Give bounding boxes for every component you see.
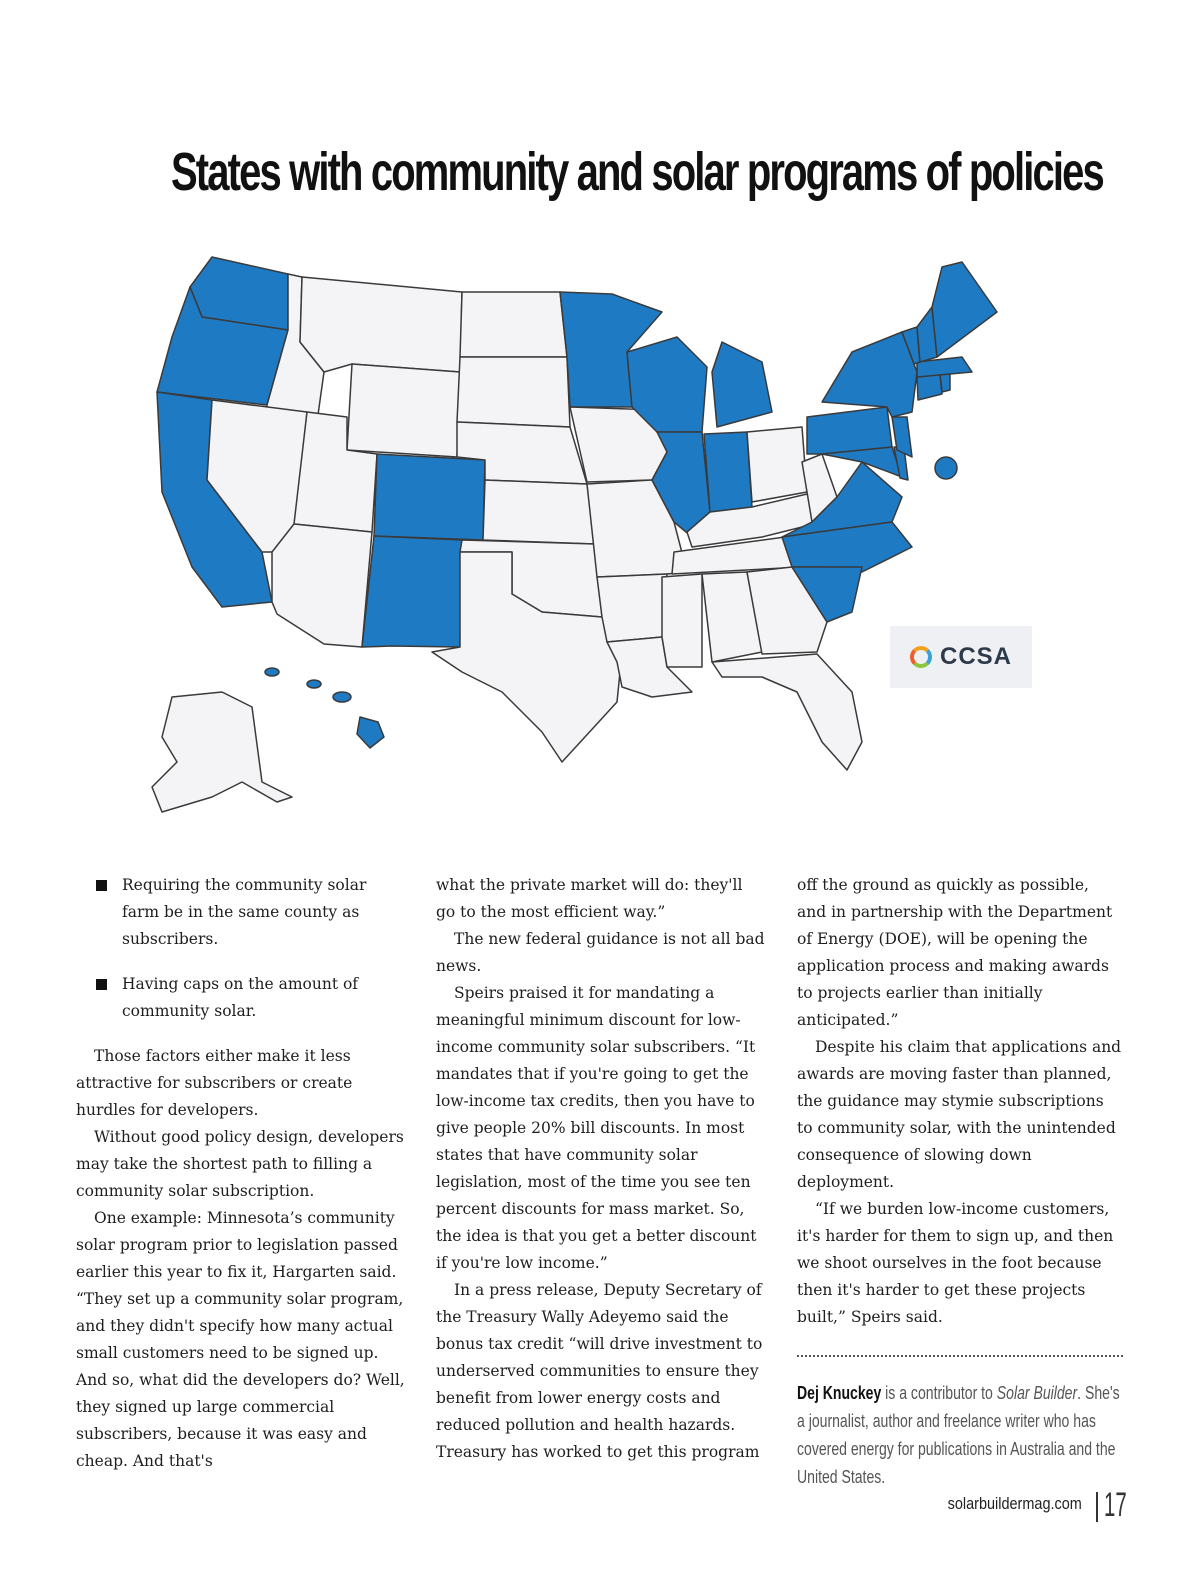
paragraph: off the ground as quickly as possible, and in partnership with the Department of Energy (DOE), will be opening the application process and making awards to projects earlier than initially anticipated.” <box>797 876 1113 1029</box>
article-column-3 <box>797 872 1123 1491</box>
bullet-text: Having caps on the amount of community solar. <box>122 975 359 1020</box>
state-co <box>374 454 485 540</box>
page-number: 17 <box>1104 1486 1127 1524</box>
state-ct <box>917 374 942 400</box>
paragraph: The new federal guidance is not all bad news. <box>436 930 765 975</box>
state-sd <box>457 357 570 427</box>
ccsa-ring-icon <box>910 646 932 668</box>
state-hi-big-island <box>357 717 384 748</box>
footer-separator <box>1096 1492 1098 1522</box>
article-column-2 <box>436 872 766 1466</box>
paragraph: what the private market will do: they'll go to the most efficient way.” <box>436 876 743 921</box>
state-ny <box>822 332 917 417</box>
us-community-solar-map <box>62 222 1138 822</box>
page-title: States with community and solar programs of policies <box>171 142 1103 202</box>
bullet-item <box>76 872 406 953</box>
article-column-1 <box>76 872 406 1475</box>
paragraph: Speirs praised it for mandating a meaningful minimum discount for low-income community solar subscribers. “It mandates that if you're going to get the low-income tax credits, then you have to give people 20% bill discounts. In most states that have community solar legislation, most of the time you see ten percent discounts for mass market. So, the idea is that you get a better discount if you're low income.” <box>436 984 757 1272</box>
state-mi <box>712 342 772 427</box>
ccsa-logo <box>890 626 1032 688</box>
bullet-square-icon <box>96 979 107 990</box>
state-nm <box>362 536 462 647</box>
author-bio <box>797 1379 1123 1491</box>
state-me <box>932 262 997 357</box>
bullet-square-icon <box>96 880 107 891</box>
bullet-text: Requiring the community solar farm be in the same county as subscribers. <box>122 876 367 948</box>
state-nd <box>460 292 567 357</box>
bullet-item <box>76 971 406 1025</box>
state-ks <box>483 480 595 544</box>
state-wy <box>347 364 460 457</box>
paragraph: One example: Minnesota’s community solar program prior to legislation passed earlier this year to fix it, Hargarten said. “They set up a community solar program, and they didn't specify how many actual small customers need to be signed up. And so, what did the developers do? Well, they signed up large commercial subscribers, because it was easy and cheap. And that's <box>76 1209 405 1470</box>
state-dc-marker <box>935 457 957 479</box>
state-ar <box>597 574 667 642</box>
state-oh <box>747 427 807 502</box>
state-ak <box>152 692 292 812</box>
state-hi-oahu <box>307 680 321 688</box>
state-in <box>704 432 752 512</box>
state-pa <box>807 407 892 454</box>
state-fl <box>712 654 862 770</box>
map-canvas <box>62 222 1138 822</box>
state-az <box>272 524 372 647</box>
magazine-name: Solar Builder <box>996 1383 1078 1403</box>
paragraph: Despite his claim that applications and awards are moving faster than planned, the guidance may stymie subscriptions to community solar, with the unintended consequence of slowing down deployment. <box>797 1038 1122 1191</box>
paragraph: “If we burden low-income customers, it's harder for them to sign up, and then we shoot ourselves in the foot because then it's harder to get these projects built,” Speirs said. <box>797 1200 1114 1326</box>
paragraph: Those factors either make it less attractive for subscribers or create hurdles for developers. <box>76 1047 353 1119</box>
bio-text: is a contributor to <box>881 1383 997 1403</box>
bio-text: . She's a journalist, author and freelance writer who has covered energy for publications in Australia and the United States. <box>797 1383 1120 1487</box>
state-ms <box>662 574 702 667</box>
paragraph: In a press release, Deputy Secretary of the Treasury Wally Adeyemo said the bonus tax credit “will drive investment to underserved communities to ensure they benefit from lower energy costs and reduced pollution and health hazards. Treasury has worked to get this program <box>436 1281 763 1461</box>
footer-url: solarbuildermag.com <box>947 1494 1082 1513</box>
state-mt <box>300 277 462 372</box>
author-name: Dej Knuckey <box>797 1383 882 1403</box>
paragraph: Without good policy design, developers may take the shortest path to filling a community solar subscription. <box>76 1128 404 1200</box>
state-hi-maui <box>333 692 351 702</box>
bio-divider <box>797 1355 1123 1357</box>
state-ri <box>940 374 950 392</box>
ccsa-logo-text: CCSA <box>939 643 1012 670</box>
state-hi-kauai <box>265 668 279 676</box>
